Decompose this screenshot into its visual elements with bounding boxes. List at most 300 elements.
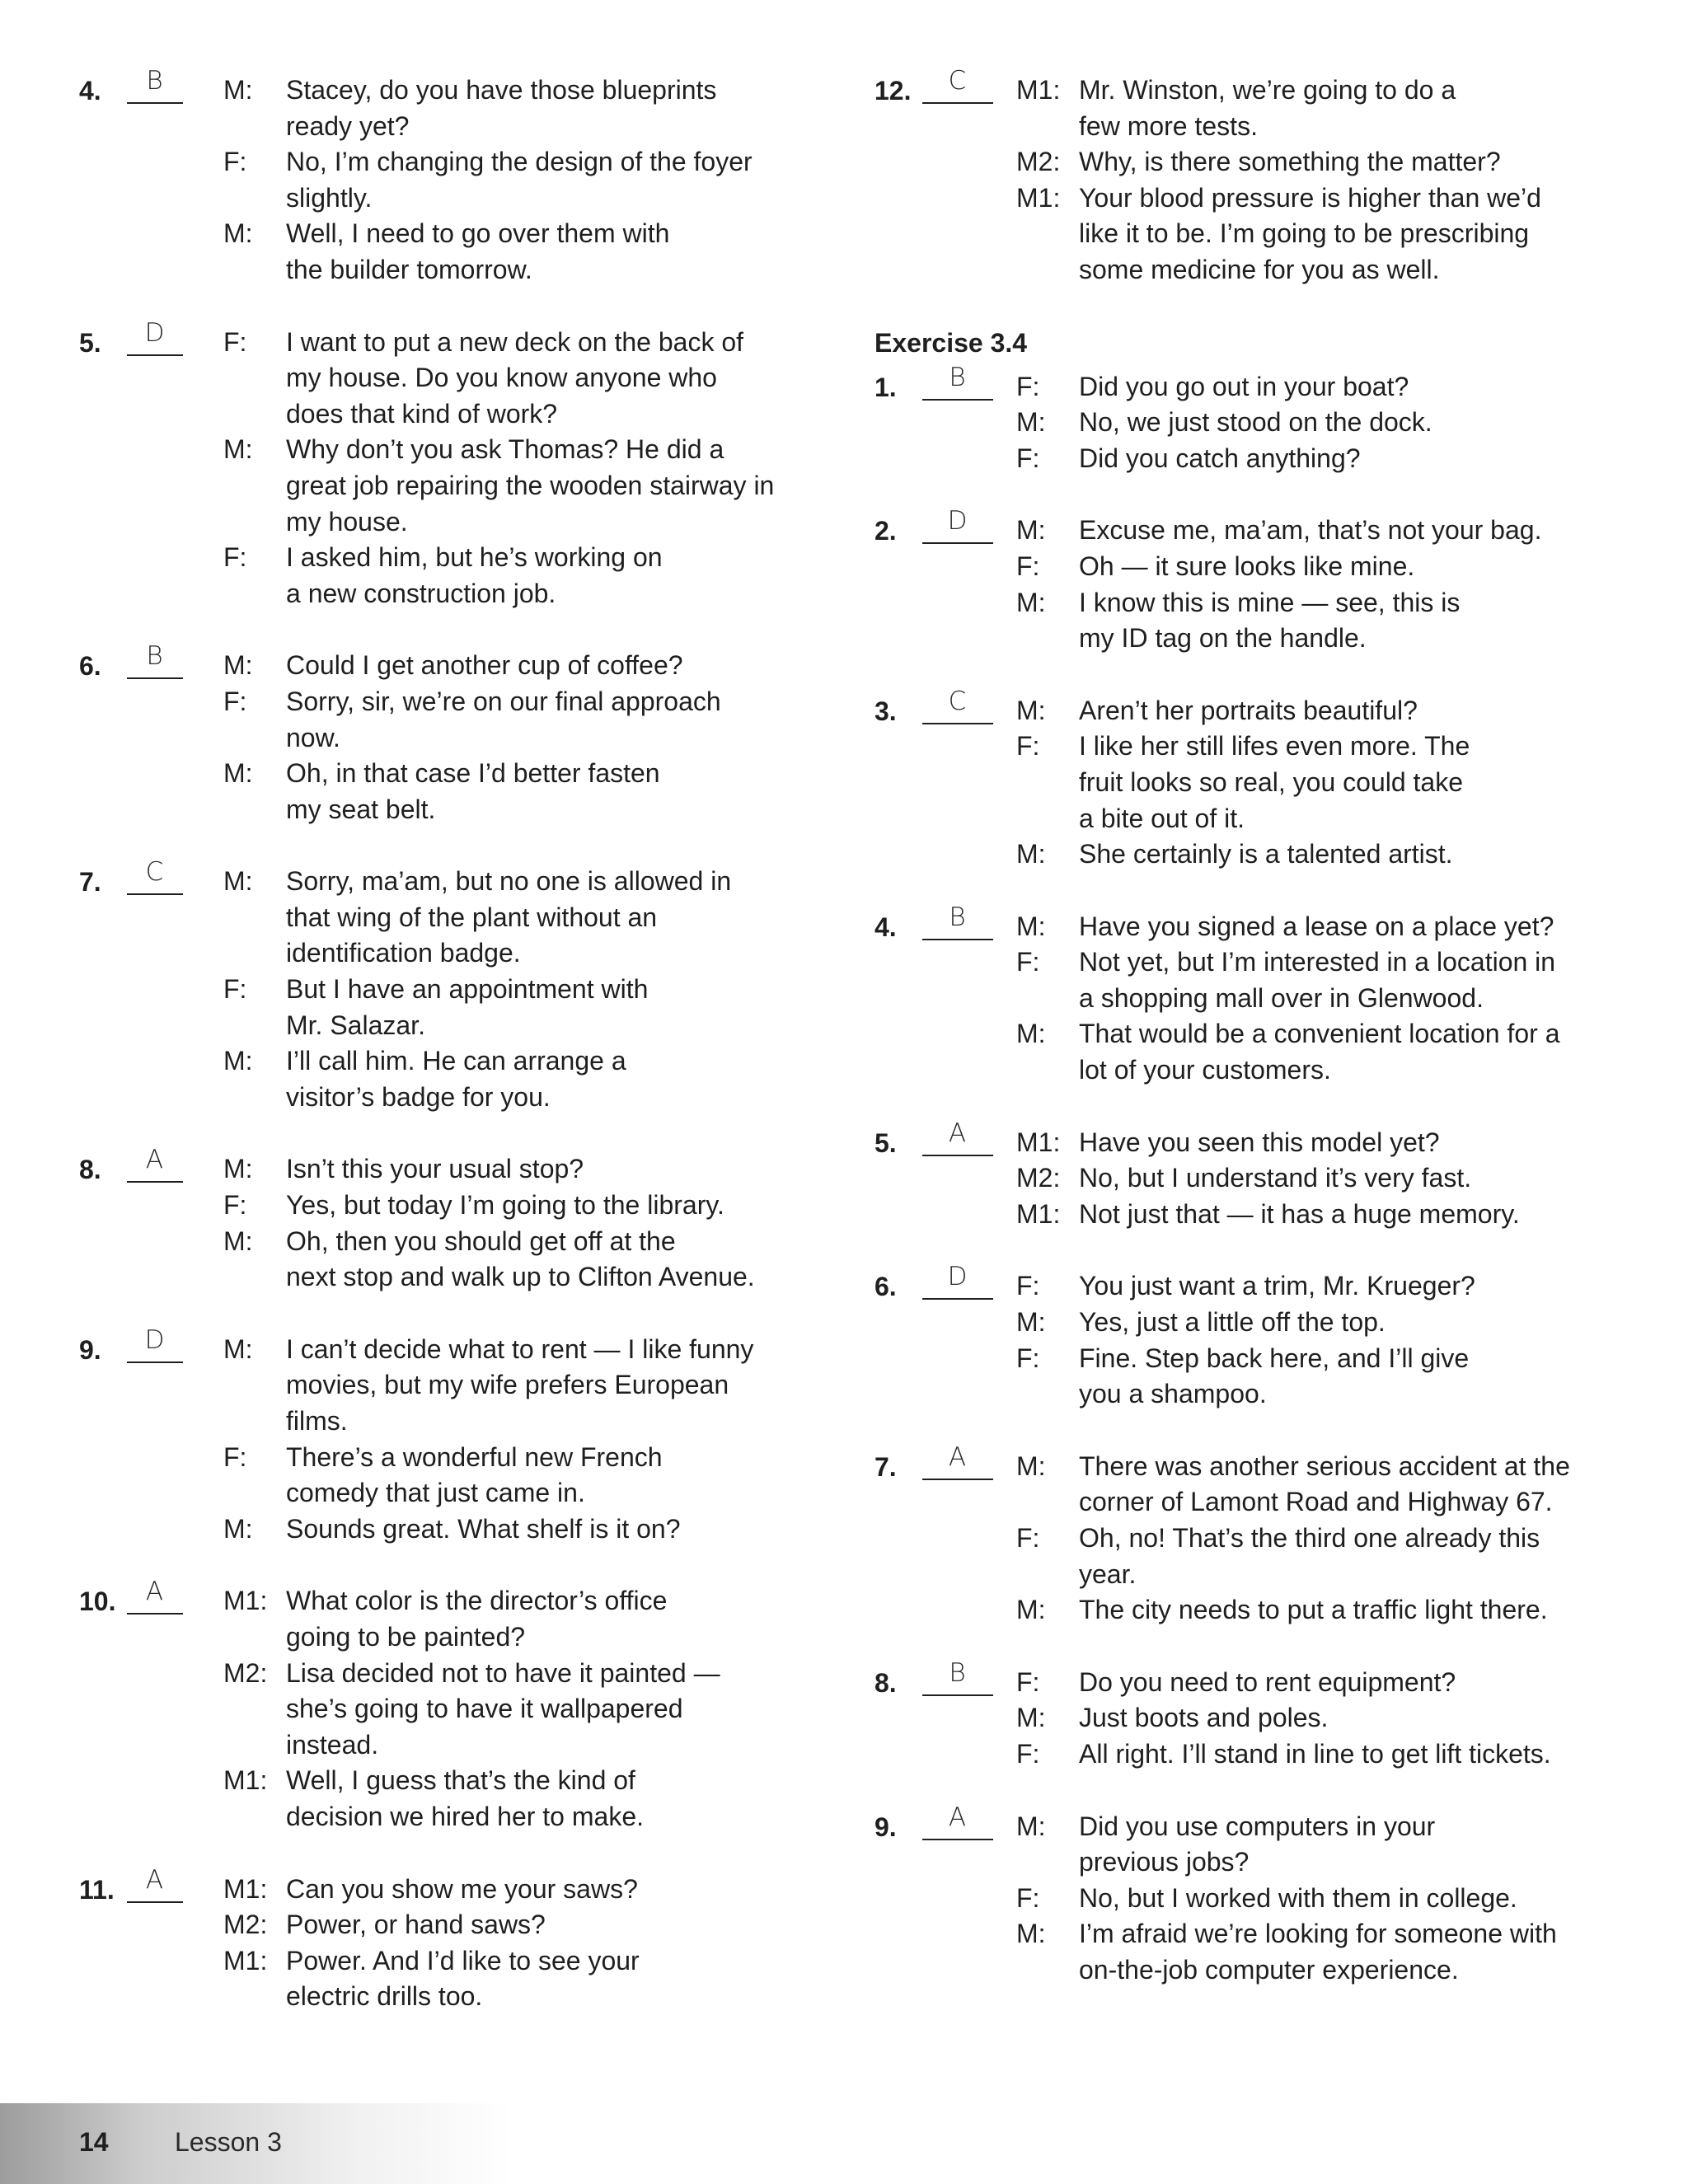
handwritten-answer: B [949,362,967,392]
dialogue-text: corner of Lamont Road and Highway 67. [1079,1487,1553,1517]
dialogue-text: my seat belt. [286,794,436,824]
handwritten-answer: C [145,857,165,888]
handwritten-answer: A [145,1864,165,1895]
dialogue-text: like it to be. I’m going to be prescribing [1079,218,1530,249]
speaker-label: M1: [223,1945,268,1975]
dialogue-item [79,641,821,827]
dialogue-text: instead. [286,1729,379,1760]
answer-blank [127,1361,183,1363]
dialogue-line [1016,1305,1616,1341]
speaker-label: M: [1016,587,1046,617]
speaker-label: M1: [1016,75,1061,105]
dialogue-lines [223,1872,821,2015]
dialogue-text: Just boots and poles. [1079,1703,1329,1733]
dialogue-text: No, I’m changing the design of the foyer [286,147,753,177]
answer-blank [922,1694,993,1696]
dialogue-text: Have you seen this model yet? [1079,1127,1440,1157]
dialogue-line [223,720,821,757]
right-column [874,66,1616,2025]
dialogue-text: She certainly is a talented artist. [1079,839,1453,869]
speaker-label: F: [223,542,247,573]
dialogue-text: Not yet, but I’m interested in a location in [1079,947,1556,977]
dialogue-text: on-the-job computer experience. [1079,1954,1459,1985]
handwritten-answer: A [145,1145,165,1175]
speaker-label [1016,1952,1079,1989]
dialogue-text: a bite out of it. [1079,803,1245,833]
speaker-label: M: [1016,695,1046,725]
dialogue-text: No, but I worked with them in college. [1079,1882,1517,1913]
dialogue-text: No, but I understand it’s very fast. [1079,1163,1472,1193]
answer-blank [127,1901,183,1903]
dialogue-lines [1016,693,1616,873]
speaker-label: M: [1016,407,1046,438]
dialogue-lines [223,73,821,288]
dialogue-line [223,1259,821,1296]
speaker-label: M: [1016,515,1046,546]
speaker-label [223,109,286,145]
dialogue-line [223,325,821,361]
dialogue-line [223,1619,821,1656]
speaker-label: M: [223,1513,253,1544]
dialogue-text: Sorry, sir, we’re on our final approach [286,686,721,716]
speaker-label [1016,981,1079,1017]
dialogue-text: visitor’s badge for you. [286,1081,551,1112]
dialogue-text: Can you show me your saws? [286,1873,638,1904]
dialogue-item [79,66,821,288]
dialogue-lines [1016,1449,1616,1629]
dialogue-line [1016,1557,1616,1593]
answer-blank [922,1298,993,1300]
dialogue-text: Sounds great. What shelf is it on? [286,1513,681,1544]
dialogue-line [1016,1016,1616,1052]
handwritten-answer: D [947,1262,968,1292]
dialogue-line [223,1907,821,1943]
dialogue-line [223,900,821,936]
speaker-label [223,1475,286,1511]
dialogue-text: Your blood pressure is higher than we’d [1079,182,1541,213]
speaker-label [1016,765,1079,801]
answer-blank [922,939,993,940]
item-number: 3. [874,696,897,726]
dialogue-text: my ID tag on the handle. [1079,623,1367,654]
item-number: 5. [874,1127,897,1158]
page-footer [0,2103,511,2184]
dialogue-text: Did you catch anything? [1079,443,1361,473]
dialogue-text: Could I get another cup of coffee? [286,650,683,681]
speaker-label: F: [1016,1666,1040,1697]
dialogue-item [79,1577,821,1835]
dialogue-line [223,1080,821,1116]
speaker-label: M1: [1016,1127,1061,1157]
dialogue-text: lot of your customers. [1079,1055,1331,1085]
speaker-label [223,396,286,433]
speaker-label: F: [223,1190,247,1221]
dialogue-lines [1016,1268,1616,1412]
dialogue-line [223,109,821,145]
speaker-label [1016,216,1079,252]
speaker-label [223,1008,286,1044]
speaker-label: F: [1016,1271,1040,1301]
handwritten-answer: D [947,506,968,537]
dialogue-line [223,972,821,1008]
answer-blank [127,677,183,679]
dialogue-line [1016,729,1616,765]
dialogue-line [223,468,821,504]
dialogue-text: films. [286,1406,348,1436]
speaker-label [1016,621,1079,657]
dialogue-line [1016,1809,1616,1845]
speaker-label [1016,1844,1079,1881]
dialogue-lines [223,648,821,827]
dialogue-lines [1016,73,1616,288]
answer-blank [127,102,183,104]
left-column [79,66,821,2051]
dialogue-line [1016,109,1616,145]
speaker-label: M2: [1016,147,1061,177]
speaker-label: F: [223,686,247,716]
dialogue-line [1016,369,1616,405]
dialogue-text: Aren’t her portraits beautiful? [1079,695,1418,725]
item-number: 9. [874,1811,897,1842]
speaker-label: M: [1016,1811,1046,1841]
dialogue-line [223,1799,821,1835]
dialogue-text: movies, but my wife prefers European [286,1370,729,1400]
dialogue-text: Not just that — it has a huge memory. [1079,1198,1520,1229]
item-number: 6. [874,1272,897,1302]
dialogue-line [223,1691,821,1727]
dialogue-item [79,1145,821,1295]
handwritten-answer: C [948,66,968,96]
answer-blank [922,399,993,401]
dialogue-lines [1016,1665,1616,1773]
dialogue-text: a new construction job. [286,578,556,608]
item-number: 7. [874,1451,897,1482]
dialogue-text: Excuse me, ma’am, that’s not your bag. [1079,515,1542,546]
dialogue-text: Power. And I’d like to see your [286,1945,640,1975]
dialogue-line [223,1872,821,1908]
speaker-label: M1: [1016,1198,1061,1229]
speaker-label [1016,1052,1079,1089]
dialogue-line [1016,801,1616,837]
speaker-label: F: [1016,551,1040,581]
dialogue-line [1016,1665,1616,1701]
speaker-label [223,252,286,288]
dialogue-line [1016,180,1616,217]
speaker-label [223,1080,286,1116]
speaker-label [1016,1557,1079,1593]
dialogue-text: decision we hired her to make. [286,1801,644,1831]
dialogue-line [1016,73,1616,109]
dialogue-text: Oh, no! That’s the third one already this [1079,1523,1540,1553]
dialogue-text: Well, I need to go over them with [286,218,670,249]
dialogue-line [1016,1700,1616,1736]
answer-blank [922,542,993,544]
dialogue-item [79,1324,821,1548]
handwritten-answer: A [948,1441,968,1472]
speaker-label [223,360,286,396]
speaker-label: F: [223,147,247,177]
speaker-label: M2: [223,1657,268,1688]
dialogue-text: Yes, but today I’m going to the library. [286,1190,724,1221]
speaker-label: M: [1016,911,1046,941]
dialogue-line [1016,981,1616,1017]
dialogue-lines [223,325,821,612]
dialogue-text: next stop and walk up to Clifton Avenue. [286,1262,755,1292]
dialogue-text: comedy that just came in. [286,1478,585,1508]
item-number: 5. [79,327,101,358]
dialogue-line [223,756,821,792]
speaker-label: F: [1016,947,1040,977]
dialogue-text: electric drills too. [286,1981,483,2012]
answer-blank [127,354,183,356]
handwritten-answer: A [145,1577,165,1607]
dialogue-line [223,180,821,217]
dialogue-text: Lisa decided not to have it painted — [286,1657,720,1688]
handwritten-answer: B [146,66,164,96]
dialogue-line [1016,1736,1616,1773]
dialogue-text: you a shampoo. [1079,1379,1267,1409]
dialogue-line [223,1151,821,1188]
handwritten-answer: C [948,686,968,716]
dialogue-line [1016,693,1616,729]
speaker-label: M: [1016,839,1046,869]
dialogue-line [223,1511,821,1548]
speaker-label [223,1799,286,1835]
speaker-label [223,1979,286,2015]
dialogue-line [223,576,821,612]
speaker-label: F: [1016,443,1040,473]
dialogue-text: I can’t decide what to rent — I like funny [286,1333,754,1364]
item-number: 4. [874,912,897,942]
dialogue-item [79,1864,821,2015]
dialogue-line [223,1224,821,1260]
dialogue-line [1016,1521,1616,1557]
dialogue-text: Oh, in that case I’d better fasten [286,758,660,789]
speaker-label: M: [1016,1307,1046,1338]
speaker-label [223,1367,286,1404]
dialogue-text: Mr. Salazar. [286,1010,425,1040]
speaker-label: M: [1016,1451,1046,1481]
speaker-label: M: [223,650,253,681]
dialogue-text: There was another serious accident at the [1079,1451,1570,1481]
dialogue-line [1016,621,1616,657]
dialogue-line [223,504,821,541]
dialogue-text: Why, is there something the matter? [1079,147,1501,177]
dialogue-line [223,73,821,109]
dialogue-text: great job repairing the wooden stairway in [286,470,775,500]
dialogue-text: I like her still lifes even more. The [1079,731,1470,762]
exercise-items [874,362,1616,1989]
dialogue-line [1016,1449,1616,1485]
dialogue-text: Fine. Step back here, and I’ll give [1079,1343,1470,1373]
dialogue-text: some medicine for you as well. [1079,254,1440,284]
dialogue-text: Do you need to rent equipment? [1079,1666,1456,1697]
dialogue-text: Sorry, ma’am, but no one is allowed in [286,866,732,897]
dialogue-text: a shopping mall over in Glenwood. [1079,982,1484,1013]
speaker-label [1016,801,1079,837]
dialogue-line [223,1188,821,1224]
dialogue-line [223,935,821,972]
dialogue-lines [223,1151,821,1295]
handwritten-answer: D [144,317,166,348]
handwritten-answer: B [146,641,164,672]
speaker-label: F: [1016,1738,1040,1769]
speaker-label: F: [1016,1343,1040,1373]
dialogue-item [874,902,1616,1089]
speaker-label: F: [223,1441,247,1472]
answer-blank [127,1613,183,1615]
dialogue-text: Have you signed a lease on a place yet? [1079,911,1554,941]
speaker-label [223,180,286,217]
speaker-label: M: [223,434,253,465]
answer-blank [922,1155,993,1156]
dialogue-line [223,1763,821,1799]
right-top-items [874,66,1616,288]
dialogue-line [1016,1125,1616,1161]
handwritten-answer: B [949,902,967,932]
dialogue-item [79,317,821,612]
dialogue-text: my house. [286,506,408,537]
speaker-label: F: [223,326,247,357]
speaker-label: M: [223,1154,253,1184]
speaker-label: M: [1016,1595,1046,1625]
dialogue-line [223,432,821,468]
speaker-label [223,468,286,504]
dialogue-lines [1016,369,1616,477]
speaker-label [223,1691,286,1727]
item-number: 1. [874,372,897,402]
item-number: 10. [79,1586,116,1617]
dialogue-line [1016,1881,1616,1917]
speaker-label [1016,1484,1079,1521]
dialogue-line [1016,1160,1616,1197]
speaker-label [223,1404,286,1440]
speaker-label: M: [223,866,253,897]
dialogue-text: Oh — it sure looks like mine. [1079,551,1415,581]
item-number: 8. [79,1155,101,1185]
dialogue-text: year. [1079,1558,1137,1589]
dialogue-line [1016,1844,1616,1881]
item-number: 11. [79,1874,115,1905]
dialogue-text: she’s going to have it wallpapered [286,1694,683,1724]
dialogue-text: Oh, then you should get off at the [286,1226,676,1256]
dialogue-line [1016,1197,1616,1233]
dialogue-line [223,360,821,396]
dialogue-line [223,1727,821,1764]
speaker-label: M1: [223,1765,268,1796]
handwritten-answer: A [948,1802,968,1832]
dialogue-line [1016,1341,1616,1377]
dialogue-item [874,686,1616,873]
speaker-label [223,1259,286,1296]
dialogue-item [874,1441,1616,1629]
dialogue-line [223,1043,821,1080]
speaker-label [1016,1376,1079,1413]
dialogue-line [1016,1376,1616,1413]
item-number: 9. [79,1334,101,1365]
speaker-label: F: [1016,731,1040,762]
dialogue-line [1016,1484,1616,1521]
speaker-label: M: [223,1226,253,1256]
speaker-label: M2: [1016,1163,1061,1193]
answer-blank [127,893,183,895]
dialogue-text: All right. I’ll stand in line to get lift tickets. [1079,1738,1551,1769]
dialogue-line [223,864,821,900]
dialogue-item [79,857,821,1115]
speaker-label [223,792,286,828]
dialogue-text: I want to put a new deck on the back of [286,326,744,357]
dialogue-lines [1016,513,1616,656]
dialogue-item [874,1657,1616,1773]
dialogue-text: Power, or hand saws? [286,1910,546,1940]
dialogue-line [1016,585,1616,621]
speaker-label: F: [1016,1523,1040,1553]
speaker-label [223,576,286,612]
dialogue-text: the builder tomorrow. [286,254,532,284]
dialogue-text: Stacey, do you have those blueprints [286,75,717,105]
dialogue-line [1016,1952,1616,1989]
speaker-label [223,720,286,757]
dialogue-text: But I have an appointment with [286,974,649,1005]
dialogue-line [223,648,821,684]
answer-blank [922,102,993,104]
dialogue-text: That would be a convenient location for a [1079,1019,1560,1049]
speaker-label: M: [1016,1919,1046,1949]
dialogue-text: You just want a trim, Mr. Krueger? [1079,1271,1475,1301]
dialogue-text: No, we just stood on the dock. [1079,407,1432,438]
speaker-label: M: [223,758,253,789]
dialogue-line [223,144,821,180]
dialogue-line [223,1332,821,1368]
dialogue-line [1016,549,1616,585]
dialogue-text: Well, I guess that’s the kind of [286,1765,635,1796]
dialogue-line [1016,1916,1616,1952]
dialogue-item [874,1802,1616,1989]
dialogue-text: my house. Do you know anyone who [286,363,717,393]
dialogue-line [223,1979,821,2015]
item-number: 8. [874,1667,897,1698]
item-number: 12. [874,76,912,105]
speaker-label: M2: [223,1910,268,1940]
dialogue-text: going to be painted? [286,1621,526,1652]
dialogue-text: fruit looks so real, you could take [1079,766,1464,797]
answer-blank [922,1839,993,1840]
speaker-label: F: [1016,1882,1040,1913]
answer-blank [922,1479,993,1480]
speaker-label: F: [1016,371,1040,401]
speaker-label [223,1619,286,1656]
dialogue-line [223,1475,821,1511]
dialogue-text: identification badge. [286,938,521,968]
speaker-label: M: [223,1046,253,1076]
lesson-label: Lesson 3 [175,2127,282,2157]
dialogue-item [874,1118,1616,1233]
dialogue-line [1016,909,1616,945]
dialogue-line [1016,1052,1616,1089]
dialogue-text: now. [286,722,340,752]
dialogue-line [1016,765,1616,801]
dialogue-line [1016,144,1616,180]
dialogue-line [1016,1268,1616,1305]
dialogue-lines [223,1583,821,1835]
dialogue-line [1016,1592,1616,1629]
dialogue-line [223,1008,821,1044]
dialogue-text: Why don’t you ask Thomas? He did a [286,434,724,465]
speaker-label [223,504,286,541]
item-number: 7. [79,867,101,898]
dialogue-text: Mr. Winston, we’re going to do a [1079,75,1456,105]
page-number: 14 [79,2127,109,2157]
